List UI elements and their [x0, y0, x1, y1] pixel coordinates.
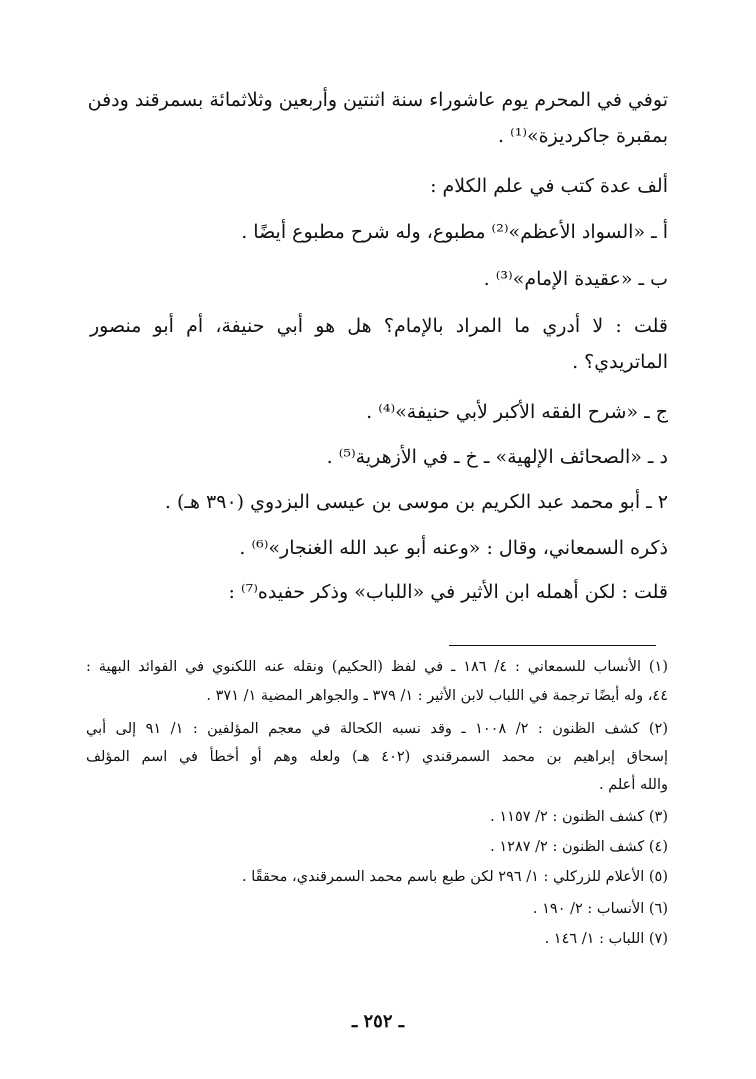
body-line-2: بمقبرة جاكرديزة»⁽¹⁾ .: [497, 125, 668, 147]
body-line-9: د ـ «الصحائف الإلهية» ـ خ ـ في الأزهرية⁽⁵⁾ .: [326, 446, 668, 468]
footnote-line-8: (٥) الأعلام للزركلي : ١/ ٢٩٦ لكن طبع باسم محمد السمرقندي، محققًا .: [242, 869, 668, 885]
footnote-line-6: (٣) كشف الظنون : ٢/ ١١٥٧ .: [490, 809, 668, 825]
body-line-7: الماتريدي؟ .: [572, 351, 668, 373]
footnote-line-9: (٦) الأنساب : ٢/ ١٩٠ .: [532, 901, 668, 917]
body-line-10: ٢ ـ أبو محمد عبد الكريم بن موسى بن عيسى البزدوي (٣٩٠ هـ) .: [164, 491, 668, 513]
body-line-11: ذكره السمعاني، وقال : «وعنه أبو عبد الله الغنجار»⁽⁶⁾ .: [239, 537, 668, 559]
footnote-line-2: ٤٤، وله أيضًا ترجمة في اللباب لابن الأثير : ١/ ٣٧٩ ـ والجواهر المضية ١/ ٣٧١ .: [206, 688, 668, 704]
body-line-12: قلت : لكن أهمله ابن الأثير في «اللباب» وذكر حفيده⁽⁷⁾ :: [228, 581, 668, 603]
body-line-4: أ ـ «السواد الأعظم»⁽²⁾ مطبوع، وله شرح مطبوع أيضًا .: [241, 221, 668, 243]
footnote-line-1: (١) الأنساب للسمعاني : ٤/ ١٨٦ ـ في لفظ (الحكيم) ونقله عنه اللكنوي في الفوائد البهية :: [86, 659, 669, 675]
footnote-line-4: إسحاق إبراهيم بن محمد السمرقندي (٤٠٢ هـ) ولعله وهم أو أخطأ في اسم المؤلف: [86, 749, 668, 765]
footnote-line-7: (٤) كشف الظنون : ٢/ ١٢٨٧ .: [490, 839, 668, 855]
footnote-separator: [449, 645, 656, 646]
body-line-8: ج ـ «شرح الفقه الأكبر لأبي حنيفة»⁽⁴⁾ .: [366, 401, 668, 423]
page-number: ـ ٢٥٢ ـ: [351, 1011, 405, 1032]
body-line-6: قلت : لا أدري ما المراد بالإمام؟ هل هو أبي حنيفة، أم أبو منصور: [90, 315, 668, 337]
body-line-5: ب ـ «عقيدة الإمام»⁽³⁾ .: [483, 268, 668, 290]
footnote-line-10: (٧) اللباب : ١/ ١٤٦ .: [544, 931, 668, 947]
footnote-line-3: (٢) كشف الظنون : ٢/ ١٠٠٨ ـ وقد نسبه الكحالة في معجم المؤلفين : ١/ ٩١ إلى أبي: [86, 721, 668, 737]
body-line-1: توفي في المحرم يوم عاشوراء سنة اثنتين وأربعين وثلاثمائة بسمرقند ودفن: [87, 89, 668, 111]
footnote-line-5: والله أعلم .: [599, 777, 668, 793]
body-line-3: ألف عدة كتب في علم الكلام :: [430, 175, 668, 197]
